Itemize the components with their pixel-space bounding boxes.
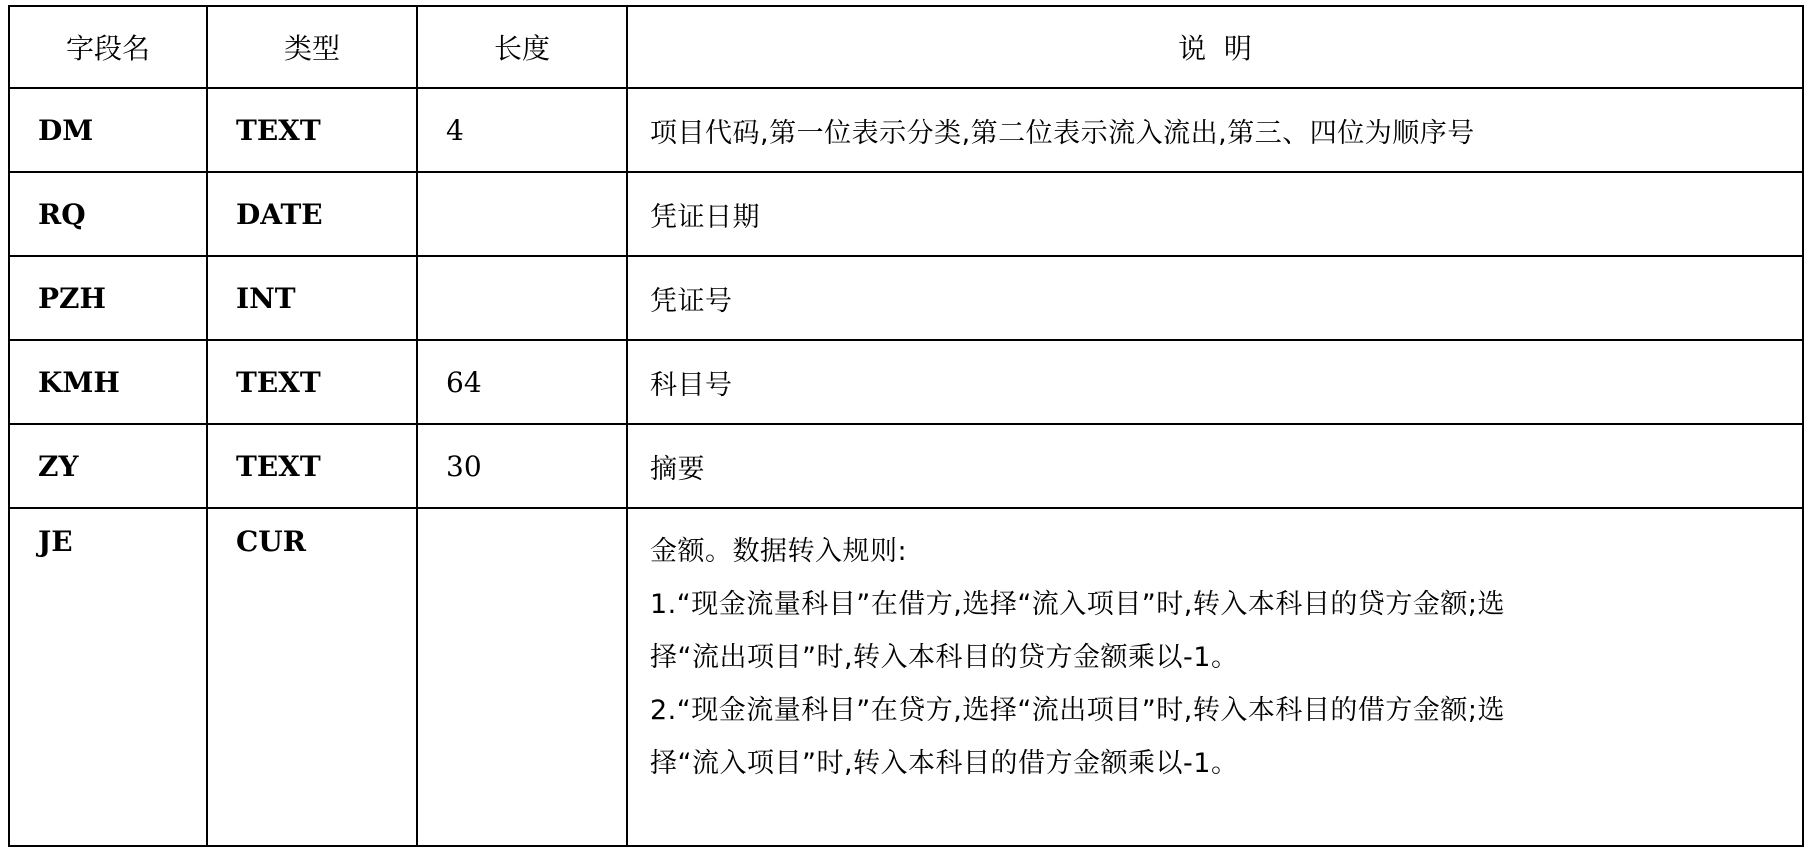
description-line: 择“流出项目”时,转入本科目的贷方金额乘以-1。 xyxy=(650,642,1239,673)
length-cell xyxy=(417,508,627,846)
type-cell: TEXT xyxy=(207,424,417,508)
description-line: 金额。数据转入规则: xyxy=(650,536,908,567)
header-description: 说 明 xyxy=(627,6,1803,88)
field-name-cell: KMH xyxy=(9,340,207,424)
table-row xyxy=(9,424,1803,508)
table-row xyxy=(9,508,1803,846)
type-cell: CUR xyxy=(207,508,417,846)
description-line: 1.“现金流量科目”在借方,选择“流入项目”时,转入本科目的贷方金额;选 xyxy=(650,589,1505,620)
table-row xyxy=(9,340,1803,424)
length-cell xyxy=(417,256,627,340)
description-line: 择“流入项目”时,转入本科目的借方金额乘以-1。 xyxy=(650,748,1239,779)
description-cell: 凭证日期 xyxy=(627,172,1803,256)
description-line: 2.“现金流量科目”在贷方,选择“流出项目”时,转入本科目的借方金额;选 xyxy=(650,695,1505,726)
table-header-row xyxy=(9,6,1803,88)
header-field-name: 字段名 xyxy=(9,6,207,88)
field-name-cell: RQ xyxy=(9,172,207,256)
length-cell: 30 xyxy=(417,424,627,508)
type-cell: TEXT xyxy=(207,88,417,172)
field-name-cell: ZY xyxy=(9,424,207,508)
length-cell: 64 xyxy=(417,340,627,424)
type-cell: DATE xyxy=(207,172,417,256)
table-row xyxy=(9,172,1803,256)
header-length: 长度 xyxy=(417,6,627,88)
type-cell: TEXT xyxy=(207,340,417,424)
table-row xyxy=(9,88,1803,172)
field-name-cell: JE xyxy=(9,508,207,846)
table-row xyxy=(9,256,1803,340)
description-cell xyxy=(627,508,1803,846)
length-cell: 4 xyxy=(417,88,627,172)
length-cell xyxy=(417,172,627,256)
field-definition-table xyxy=(8,5,1804,847)
header-type: 类型 xyxy=(207,6,417,88)
description-cell: 凭证号 xyxy=(627,256,1803,340)
description-cell: 科目号 xyxy=(627,340,1803,424)
field-name-cell: PZH xyxy=(9,256,207,340)
description-cell: 摘要 xyxy=(627,424,1803,508)
type-cell: INT xyxy=(207,256,417,340)
field-name-cell: DM xyxy=(9,88,207,172)
description-cell: 项目代码,第一位表示分类,第二位表示流入流出,第三、四位为顺序号 xyxy=(627,88,1803,172)
